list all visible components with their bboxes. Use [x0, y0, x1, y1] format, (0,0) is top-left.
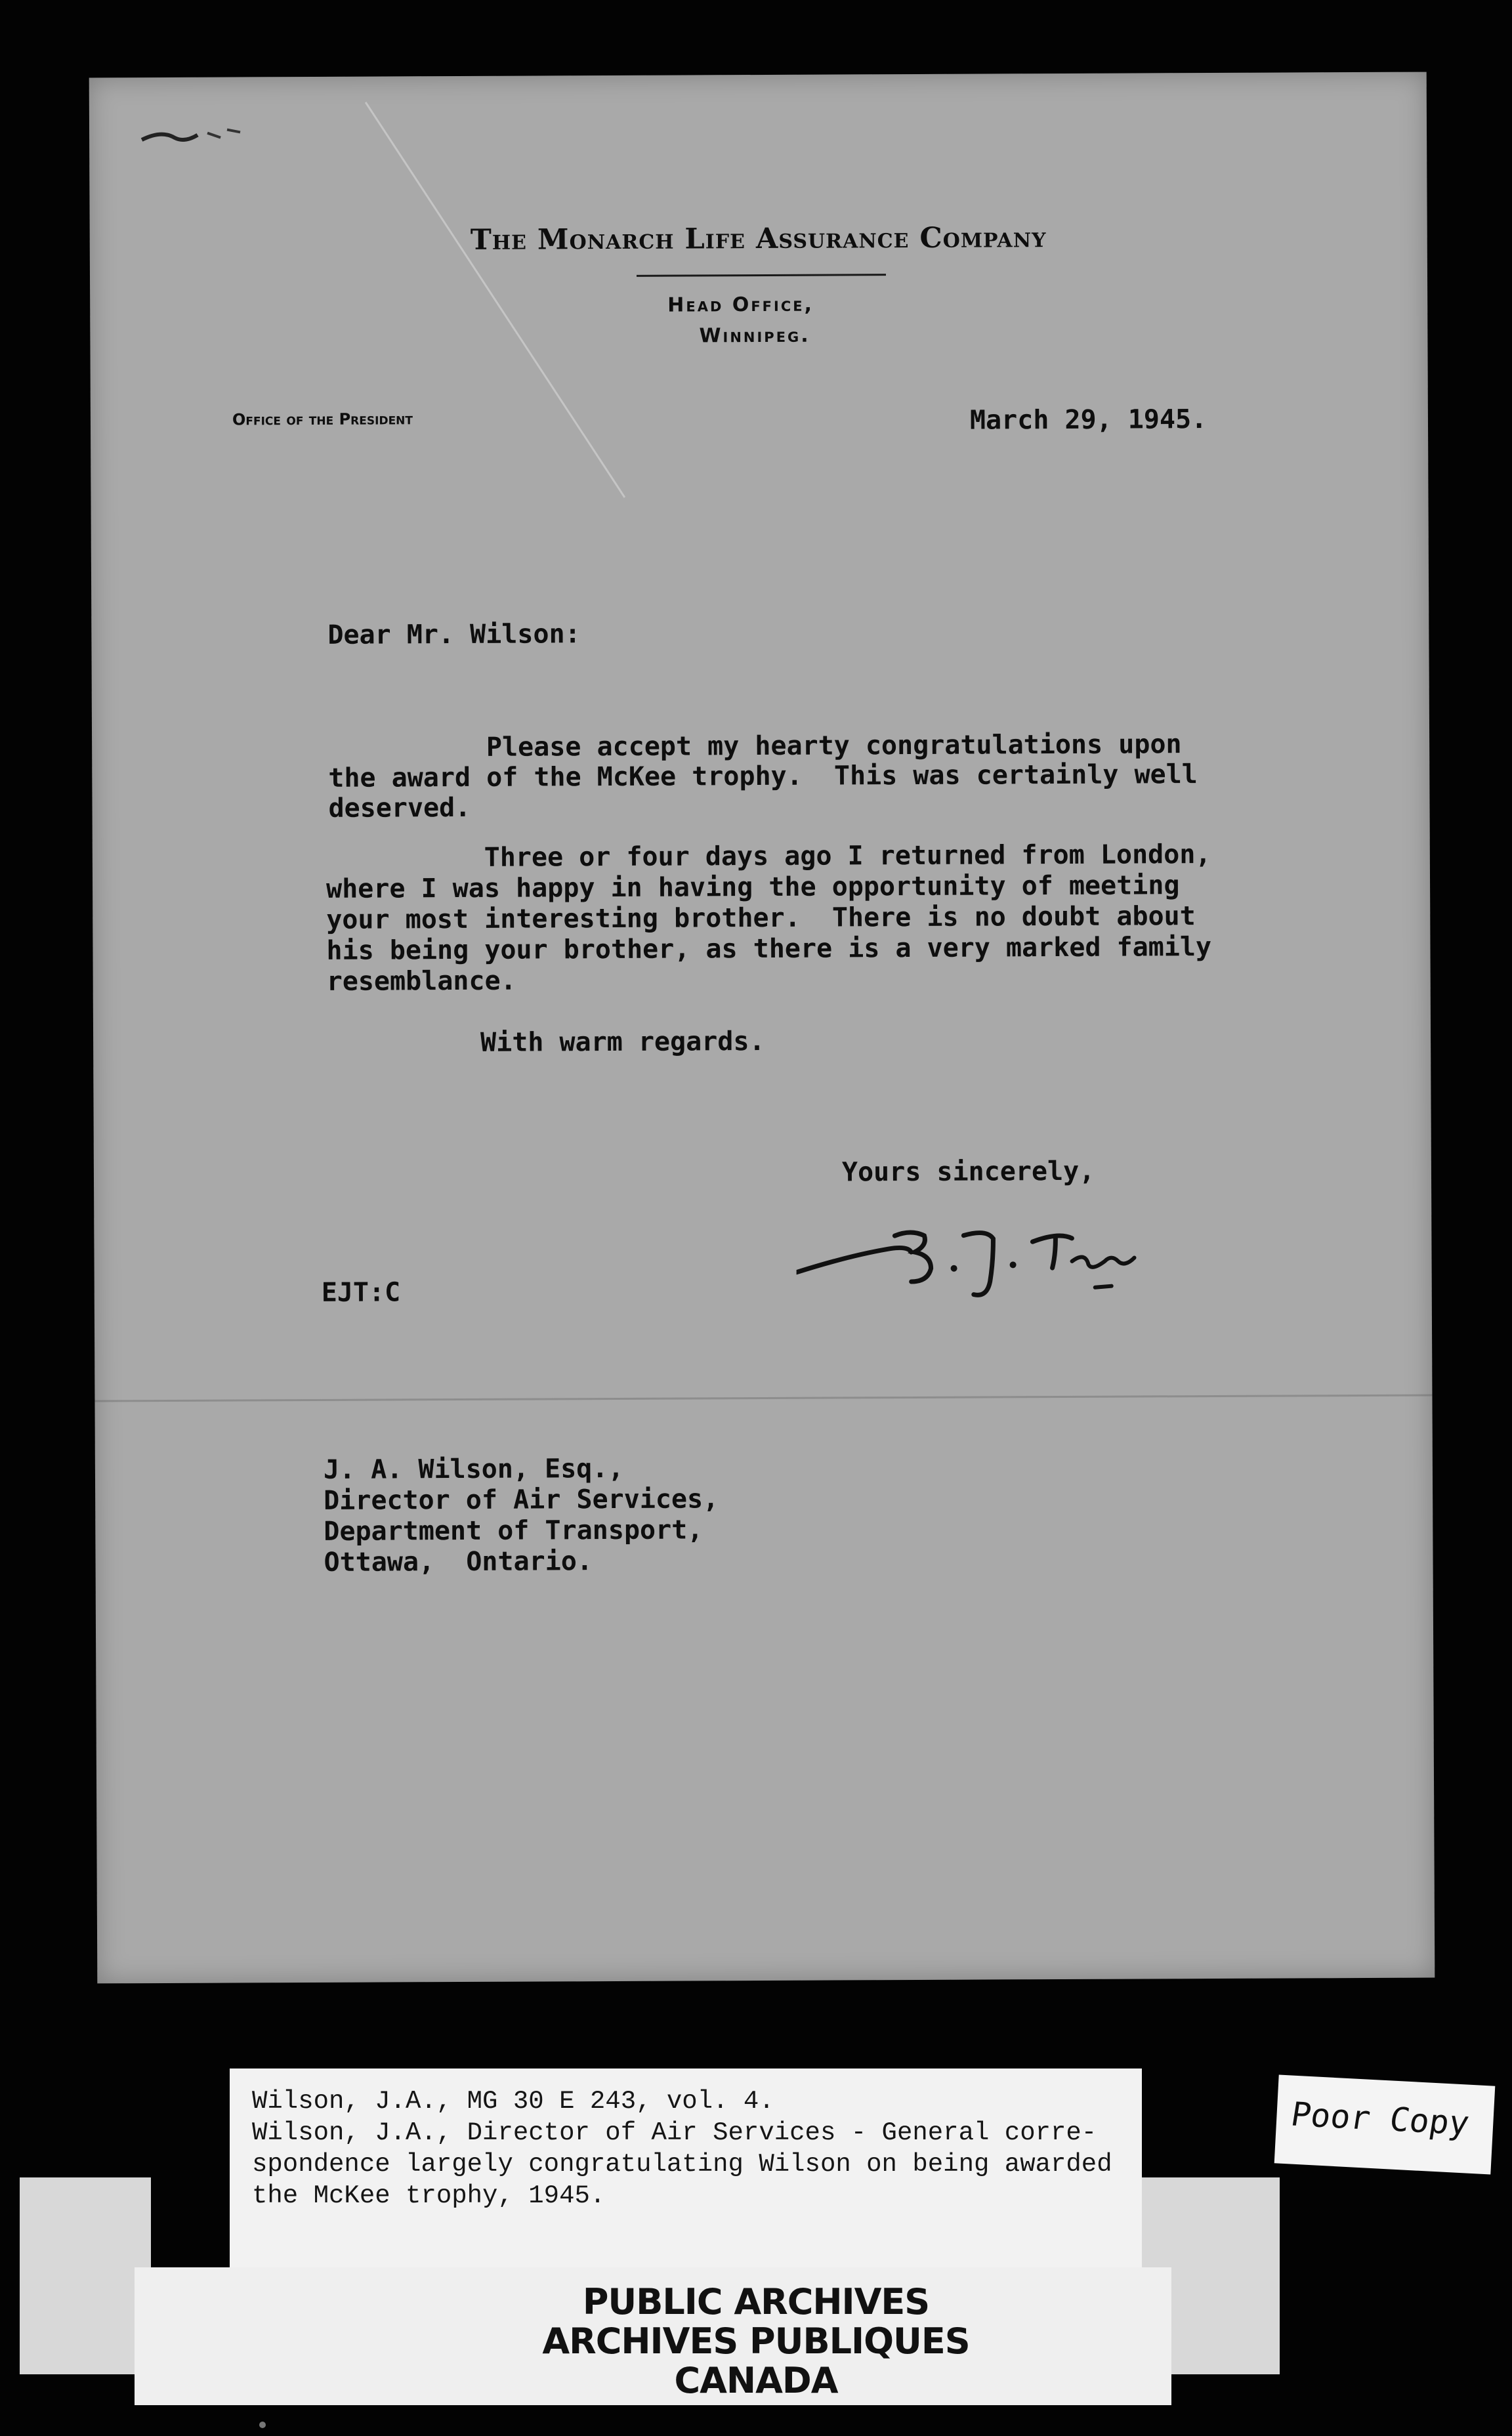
salutation: Dear Mr. Wilson:: [327, 619, 581, 650]
fold-crease: [94, 1395, 1432, 1402]
letter-date: March 29, 1945.: [969, 404, 1208, 436]
film-dot: [259, 2422, 266, 2428]
company-name: The Monarch Life Assurance Company: [470, 221, 1047, 257]
poor-copy-note: [1274, 2074, 1496, 2174]
paragraph-2-line: your most interesting brother. There is no doubt about: [326, 901, 1196, 935]
stamp-line-3: CANADA: [674, 2360, 838, 2401]
addressee-line: Department of Transport,: [324, 1515, 704, 1547]
paragraph-2-line: his being your brother, as there is a very marked family: [326, 932, 1212, 966]
poor-copy-text: Poor Copy: [1288, 2095, 1472, 2143]
archive-label-line: Wilson, J.A., Director of Air Services - General corre-: [252, 2118, 1097, 2147]
smudge-mark: [135, 123, 247, 150]
signature: [796, 1208, 1164, 1314]
letter-sheet: [89, 72, 1435, 1984]
archive-label-card: [230, 2068, 1142, 2272]
scratch-mark: [365, 102, 625, 498]
stamp-line-2: ARCHIVES PUBLIQUES: [542, 2320, 970, 2362]
addressee-line: Director of Air Services,: [324, 1484, 719, 1516]
paragraph-2-line: where I was happy in having the opportunity of meeting: [326, 870, 1180, 904]
archive-label-line: the McKee trophy, 1945.: [252, 2181, 606, 2210]
office-of-president-label: Office of the President: [232, 410, 413, 429]
addressee-line: J. A. Wilson, Esq.,: [323, 1453, 624, 1485]
archive-label-line: Wilson, J.A., MG 30 E 243, vol. 4.: [252, 2087, 774, 2116]
reference-initials: EJT:C: [321, 1277, 401, 1308]
complimentary-close: Yours sincerely,: [841, 1156, 1095, 1188]
paragraph-1: [328, 728, 1313, 824]
addressee-line: Ottawa, Ontario.: [324, 1546, 593, 1578]
paragraph-2-line: resemblance.: [326, 965, 516, 997]
head-office-label: Head Office,: [667, 293, 814, 317]
addressee-block: [324, 1453, 719, 1578]
paragraph-2-line: Three or four days ago I returned from London,: [326, 839, 1211, 873]
closing-note: With warm regards.: [480, 1026, 765, 1058]
archive-label-line: spondence largely congratulating Wilson on being awarded: [252, 2150, 1112, 2179]
head-office-city: Winnipeg.: [699, 324, 810, 348]
paragraph-1-line: deserved.: [328, 792, 471, 824]
paragraph-1-line: Please accept my hearty congratulations upon: [328, 729, 1182, 763]
paragraph-1-line: the award of the McKee trophy. This was certainly well: [328, 759, 1198, 793]
stamp-line-1: PUBLIC ARCHIVES: [582, 2281, 930, 2322]
letterhead-rule: [637, 274, 886, 277]
paragraph-2: [326, 839, 1311, 998]
